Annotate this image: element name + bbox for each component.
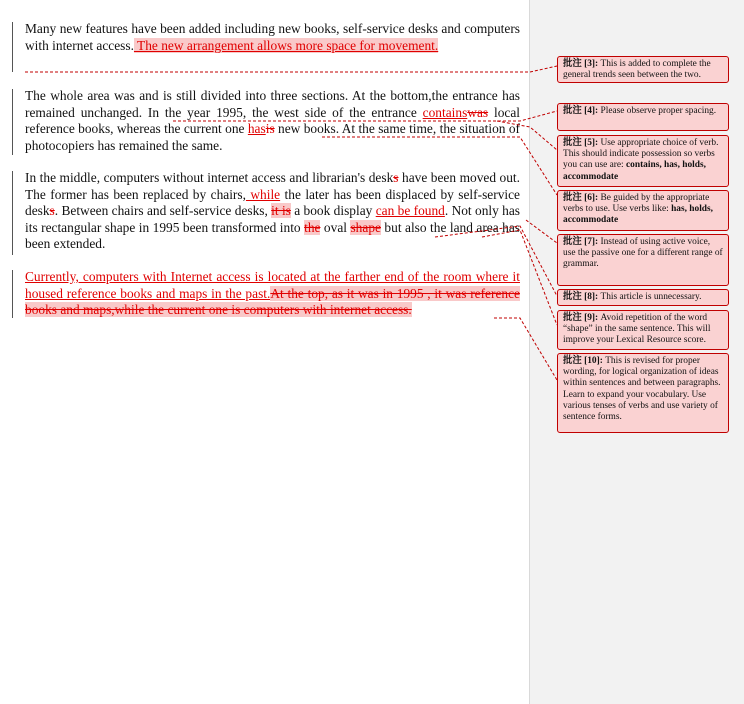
body-text: The whole area was and is still divided into three sections. At the bottom,the entrance has remained unchanged. In the year 1995, the west side of the entrance — [25, 88, 520, 120]
comment-label: 批注 [3]: — [563, 59, 599, 69]
body-text: oval — [320, 219, 351, 235]
tracked-insertion[interactable]: contains — [422, 104, 468, 120]
comment-10[interactable] — [557, 353, 729, 433]
comment-label: 批注 [6]: — [563, 193, 599, 203]
body-text: In the middle, computers without internet access and librarian's desk — [25, 170, 394, 185]
comment-emphasis: contains, has, holds, accommodate — [563, 160, 706, 182]
connector-line — [25, 66, 557, 72]
comment-text: Instead of using active voice, use the passive one for a different range of grammar. — [563, 237, 723, 270]
body-text: new books. At the same time, the situation of photocopiers has remained the same. — [25, 121, 520, 153]
body-text: local reference books, whereas the current one — [25, 104, 521, 137]
comment-text: This article is unnecessary. — [598, 292, 702, 302]
comment-label: 批注 [10]: — [563, 356, 603, 366]
tracked-deletion[interactable]: the — [304, 219, 321, 235]
tracked-deletion[interactable]: At the top, as it was in 1995 , it was reference books and maps,while the current one is computers with internet access. — [25, 285, 520, 318]
connector-line — [322, 137, 557, 195]
comment-label: 批注 [5]: — [563, 138, 599, 148]
tracked-deletion[interactable]: s — [393, 170, 399, 185]
comment-text: Be guided by the appropriate verbs to use. Use verbs like: — [563, 193, 710, 215]
body-text: a book display — [290, 203, 376, 219]
tracked-insertion[interactable]: The new arrangement allows more space for movement. — [133, 37, 439, 53]
tracked-deletion[interactable]: shape — [350, 219, 381, 235]
connector-line — [526, 220, 557, 243]
comment-8[interactable] — [557, 289, 729, 306]
tracked-insertion[interactable]: Currently, computers with Internet access is located at the farther end of the room where it housed reference books and maps in the past. — [25, 269, 520, 301]
connector-line — [435, 226, 557, 296]
connector-line — [497, 121, 557, 150]
comment-text: This is revised for proper wording, for logical organization of ideas within sentences and between paragraphs. Learn to expand your vocabulary. Use various tenses of verbs and use variety of sentence forms. — [563, 356, 721, 423]
comment-4[interactable] — [557, 103, 729, 131]
comment-text: Please observe proper spacing. — [598, 106, 717, 116]
comment-3[interactable] — [557, 56, 729, 83]
tracked-insertion[interactable]: can be found — [375, 203, 445, 219]
body-text: . Between chairs and self-service desks, — [54, 203, 272, 219]
comment-label: 批注 [4]: — [563, 106, 599, 116]
comment-6[interactable] — [557, 190, 729, 231]
comment-text: Use appropriate choice of verb. This should indicate possession so verbs you can use are: — [563, 138, 719, 171]
tracked-deletion[interactable]: s — [49, 203, 55, 219]
comment-text: Avoid repetition of the word “shape” in the same sentence. This will improve your Lexical Resource score. — [563, 313, 711, 346]
comment-emphasis: has, holds, accommodate — [563, 204, 714, 226]
comment-label: 批注 [9]: — [563, 313, 599, 323]
body-text: but also the land area has been extended. — [25, 219, 521, 252]
body-text: the later has been displaced by self-service desk — [25, 186, 520, 219]
connector-line — [494, 318, 557, 380]
tracked-deletion[interactable]: was — [467, 104, 489, 120]
body-text: Many new features have been added including new books, self-service desks and computers with internet access. — [25, 21, 520, 53]
connector-line — [173, 111, 557, 121]
tracked-insertion[interactable]: has — [247, 121, 266, 137]
comment-7[interactable] — [557, 234, 729, 286]
tracked-deletion[interactable]: is — [265, 121, 275, 137]
tracked-insertion[interactable]: while — [245, 186, 281, 202]
comment-label: 批注 [7]: — [563, 237, 599, 247]
tracked-deletion[interactable]: it is — [271, 203, 291, 219]
comment-text: This is added to complete the general trends seen between the two. — [563, 59, 711, 81]
comment-9[interactable] — [557, 310, 729, 350]
comment-label: 批注 [8]: — [563, 292, 599, 302]
comment-5[interactable] — [557, 135, 729, 187]
body-text: . Not only has its rectangular shape in 1995 been transformed into — [25, 203, 521, 235]
body-text: have been moved out. The former has been replaced by chairs, — [25, 170, 520, 202]
connector-line — [482, 230, 557, 325]
